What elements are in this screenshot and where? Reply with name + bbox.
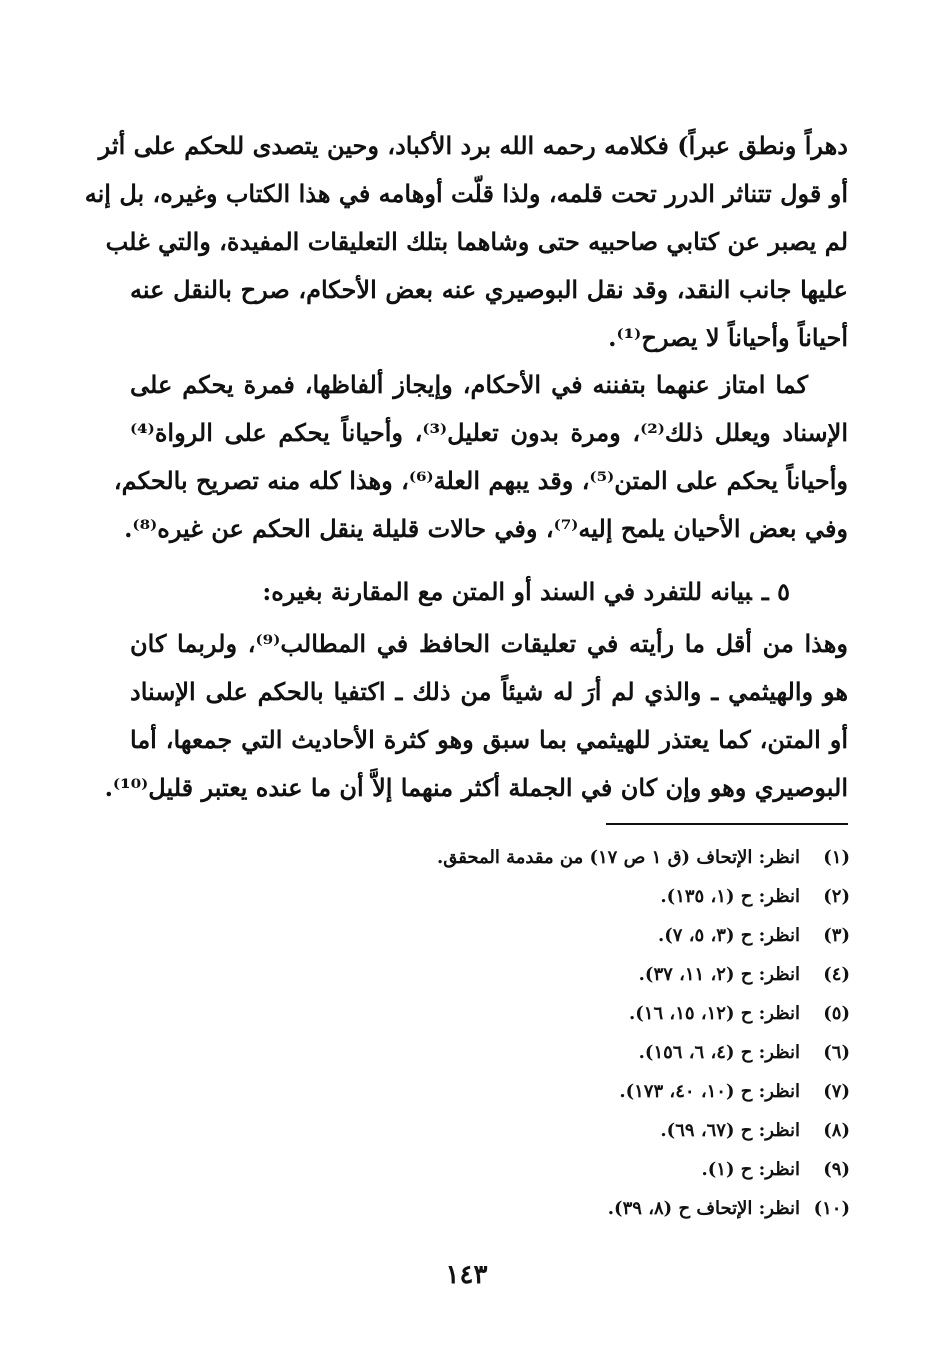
footnote-item bbox=[360, 877, 850, 916]
paragraph-1 bbox=[84, 122, 848, 362]
footnote-item bbox=[360, 916, 850, 955]
paragraph-line: البوصيري وهو وإن كان في الجملة أكثر منهما إلاَّ أن ما عنده يعتبر قليل⁽¹⁰⁾. bbox=[104, 773, 848, 802]
paragraph-line: أحياناً وأحياناً لا يصرح⁽¹⁾. bbox=[608, 323, 848, 352]
footnote-text: انظر: ح (١٠، ٤٠، ١٧٣). bbox=[619, 1081, 800, 1102]
section-heading-line bbox=[130, 570, 848, 614]
footnote-number: (١٠) bbox=[813, 1198, 850, 1219]
paragraph-line: الإسناد ويعلل ذلك⁽²⁾، ومرة بدون تعليل⁽³⁾، وأحياناً يحكم على الرواة⁽⁴⁾ bbox=[130, 418, 849, 447]
paragraph-3 bbox=[104, 620, 849, 812]
footnote-item bbox=[360, 1189, 850, 1228]
footnote-number: (٥) bbox=[823, 1003, 850, 1024]
footnote-divider bbox=[606, 823, 848, 825]
footnote-item bbox=[360, 994, 850, 1033]
footnote-item bbox=[360, 1033, 850, 1072]
footnote-number: (٤) bbox=[823, 964, 850, 985]
paragraph-line: أو المتن، كما يعتذر للهيثمي بما سبق وهو كثرة الأحاديث التي جمعها، أما bbox=[130, 725, 848, 754]
footnote-number: (٧) bbox=[823, 1081, 850, 1102]
footnote-text: انظر: ح (٢، ١١، ٣٧). bbox=[638, 964, 800, 985]
footnote-item bbox=[360, 1111, 850, 1150]
footnote-text: انظر: ح (١٢، ١٥، ١٦). bbox=[628, 1003, 800, 1024]
footnote-number: (٢) bbox=[823, 886, 850, 907]
footnote-number: (٦) bbox=[823, 1042, 850, 1063]
footnote-number: (٣) bbox=[823, 925, 850, 946]
paragraph-line: وهذا من أقل ما رأيته في تعليقات الحافظ في المطالب⁽⁹⁾، ولربما كان bbox=[130, 629, 849, 658]
paragraph-line: دهراً ونطق عبراً) فكلامه رحمه الله برد الأكباد، وحين يتصدى للحكم على أثر bbox=[98, 131, 848, 160]
footnote-text: انظر: ح (١، ١٣٥). bbox=[660, 886, 800, 907]
paragraph-line: وأحياناً يحكم على المتن⁽⁵⁾، وقد يبهم العلة⁽⁶⁾، وهذا كله منه تصريح بالحكم، bbox=[113, 466, 848, 495]
footnote-item bbox=[360, 1150, 850, 1189]
section-heading bbox=[130, 570, 848, 614]
footnote-text: انظر: ح (٦٧، ٦٩). bbox=[660, 1120, 800, 1141]
paragraph-line: كما امتاز عنهما بتفننه في الأحكام، وإيجاز ألفاظها، فمرة يحكم على bbox=[130, 370, 808, 399]
footnotes bbox=[360, 838, 850, 1228]
paragraph-line: لم يصبر عن كتابي صاحبيه حتى وشاهما بتلك التعليقات المفيدة، والتي غلب bbox=[105, 227, 848, 256]
footnote-number: (٩) bbox=[823, 1159, 850, 1180]
page-number: ١٤٣ bbox=[445, 1260, 488, 1290]
footnote-number: (٨) bbox=[823, 1120, 850, 1141]
paragraph-line: عليها جانب النقد، وقد نقل البوصيري عنه بعض الأحكام، صرح بالنقل عنه bbox=[130, 275, 848, 304]
footnote-item bbox=[360, 838, 850, 877]
paragraph-line: وفي بعض الأحيان يلمح إليه⁽⁷⁾، وفي حالات قليلة ينقل الحكم عن غيره⁽⁸⁾. bbox=[124, 514, 848, 543]
footnote-text: انظر: الإتحاف ح (٨، ٣٩). bbox=[607, 1198, 800, 1219]
footnote-text: انظر: ح (١). bbox=[701, 1159, 800, 1180]
footnote-number: (١) bbox=[823, 847, 850, 868]
paragraph-2 bbox=[113, 361, 849, 553]
footnote-text: انظر: ح (٣، ٥، ٧). bbox=[658, 925, 800, 946]
footnote-text: انظر: الإتحاف (ق ١ ص ١٧) من مقدمة المحقق. bbox=[436, 847, 800, 868]
footnote-item bbox=[360, 955, 850, 994]
section-title: بيانه للتفرد في السند أو المتن مع المقارنة بغيره: bbox=[262, 577, 752, 606]
section-number: ٥ ـ bbox=[761, 577, 790, 606]
paragraph-line: هو والهيثمي ـ والذي لم أرَ له شيئاً من ذلك ـ اكتفيا بالحكم على الإسناد bbox=[130, 677, 848, 706]
footnote-item bbox=[360, 1072, 850, 1111]
footnote-text: انظر: ح (٤، ٦، ١٥٦). bbox=[638, 1042, 800, 1063]
paragraph-line: أو قول تتناثر الدرر تحت قلمه، ولذا قلّت أوهامه في هذا الكتاب وغيره، بل إنه bbox=[84, 179, 848, 208]
